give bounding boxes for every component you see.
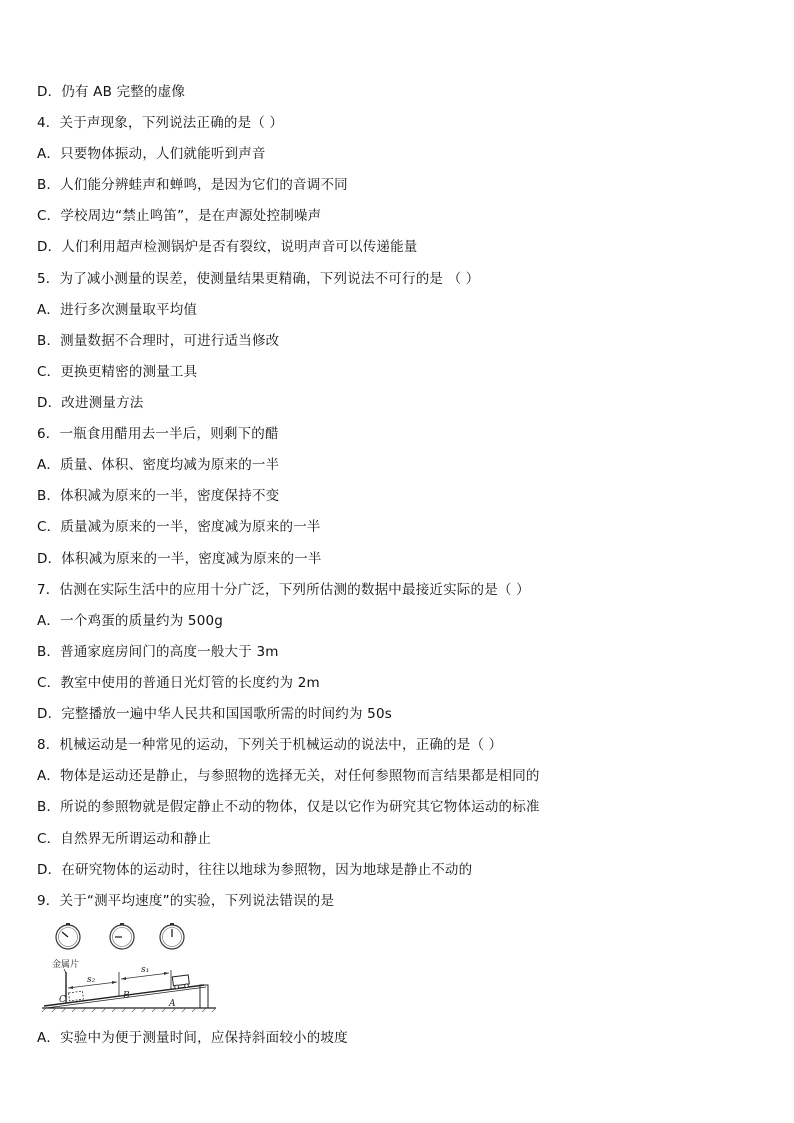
q6-option-d: D．体积减为原来的一半，密度减为原来的一半 bbox=[37, 551, 322, 567]
cart bbox=[172, 975, 189, 989]
q4-option-d: D．人们利用超声检测锅炉是否有裂纹，说明声音可以传递能量 bbox=[37, 239, 418, 255]
incline-support bbox=[200, 985, 208, 1008]
q6-option-b: B．体积减为原来的一半，密度保持不变 bbox=[37, 488, 280, 504]
q8-option-c: C．自然界无所谓运动和静止 bbox=[37, 831, 212, 847]
s1-label: s₁ bbox=[141, 965, 150, 975]
stopwatch-icon bbox=[160, 923, 184, 949]
q5-option-a: A．进行多次测量取平均值 bbox=[37, 302, 198, 318]
q4-option-c: C．学校周边“禁止鸣笛”，是在声源处控制噪声 bbox=[37, 208, 322, 224]
point-c-label: C bbox=[59, 995, 66, 1005]
q4-stem: 4．关于声现象，下列说法正确的是（ ） bbox=[37, 115, 284, 131]
q7-option-b: B．普通家庭房间门的高度一般大于 3m bbox=[37, 644, 279, 660]
q4-option-b: B．人们能分辨蛙声和蝉鸣，是因为它们的音调不同 bbox=[37, 177, 348, 193]
cart-end-position bbox=[69, 991, 84, 1001]
metal-plate-label: 金属片 bbox=[52, 960, 80, 970]
q4-option-a: A．只要物体振动，人们就能听到声音 bbox=[37, 146, 266, 162]
q5-option-d: D．改进测量方法 bbox=[37, 395, 144, 411]
s2-label: s₂ bbox=[87, 975, 96, 985]
q8-option-a: A．物体是运动还是静止，与参照物的选择无关，对任何参照物而言结果都是相同的 bbox=[37, 768, 540, 784]
q7-stem: 7．估测在实际生活中的应用十分广泛，下列所估测的数据中最接近实际的是（ ） bbox=[37, 582, 530, 598]
q5-stem: 5．为了减小测量的误差，使测量结果更精确，下列说法不可行的是 （ ） bbox=[37, 271, 480, 287]
q9-option-a: A．实验中为便于测量时间，应保持斜面较小的坡度 bbox=[37, 1030, 348, 1046]
stopwatch-icon bbox=[56, 923, 80, 949]
q6-option-c: C．质量减为原来的一半，密度减为原来的一半 bbox=[37, 519, 321, 535]
q6-stem: 6．一瓶食用醋用去一半后，则剩下的醋 bbox=[37, 426, 279, 442]
q7-option-d: D．完整播放一遍中华人民共和国国歌所需的时间约为 50s bbox=[37, 706, 392, 722]
q6-option-a: A．质量、体积、密度均减为原来的一半 bbox=[37, 457, 280, 473]
q5-option-c: C．更换更精密的测量工具 bbox=[37, 364, 198, 380]
incline-diagram bbox=[40, 922, 218, 1012]
q8-option-b: B．所说的参照物就是假定静止不动的物体，仅是以它作为研究其它物体运动的标准 bbox=[37, 799, 540, 815]
q7-option-c: C．教室中使用的普通日光灯管的长度约为 2m bbox=[37, 675, 320, 691]
q7-option-a: A．一个鸡蛋的质量约为 500g bbox=[37, 613, 224, 629]
q9-stem: 9．关于“测平均速度”的实验，下列说法错误的是 bbox=[37, 893, 335, 909]
q8-stem: 8．机械运动是一种常见的运动，下列关于机械运动的说法中，正确的是（ ） bbox=[37, 737, 503, 753]
q5-option-b: B．测量数据不合理时，可进行适当修改 bbox=[37, 333, 280, 349]
incline-experiment-figure bbox=[40, 922, 218, 1012]
q8-option-d: D．在研究物体的运动时，往往以地球为参照物，因为地球是静止不动的 bbox=[37, 862, 473, 878]
q3-option-d: D．仍有 AB 完整的虚像 bbox=[37, 84, 186, 100]
point-a-label: A bbox=[169, 999, 176, 1009]
point-b-label: B bbox=[123, 991, 130, 1001]
stopwatch-icon bbox=[110, 923, 134, 949]
